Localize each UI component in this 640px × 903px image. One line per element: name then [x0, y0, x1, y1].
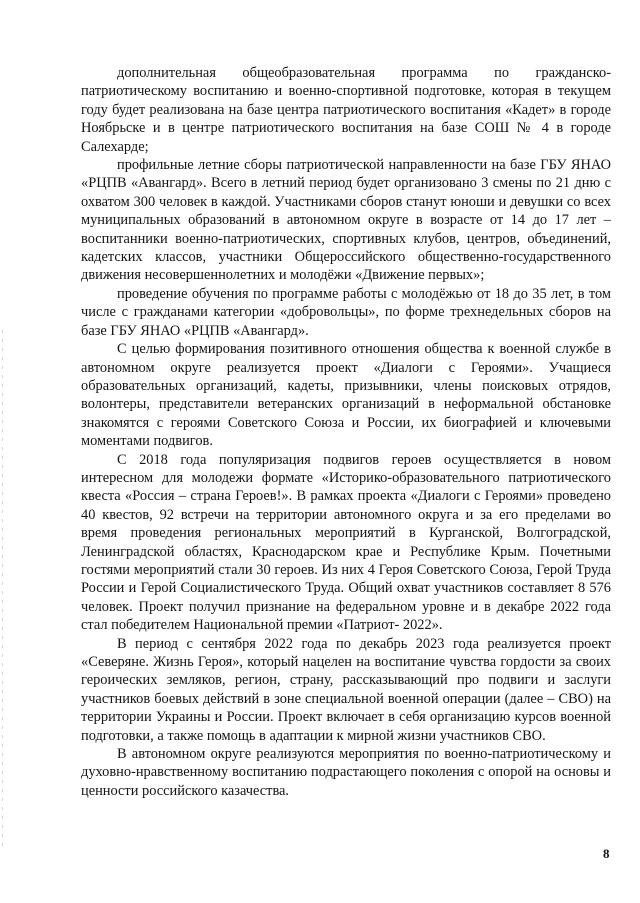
paragraph: С 2018 года популяризация подвигов героев осуществляется в новом интересном для молодежи формате «Историко-образовательного патриотического квеста «Россия – страна Героев!». В рамках проекта «Диалоги с Героями» проведено 40 квестов, 92 встречи на территории автономного округа и за его пределами во время проведения региональных мероприятий в Курганской, Волгоградской, Ленинградской областях, Краснодарском крае и Республике Крым. Почетными гостями мероприятий стали 30 героев. Из них 4 Героя Советского Союза, Герой Труда России и Герой Социалистического Труда. Общий охват участников составляет 8 576 человек. Проект получил признание на федеральном уровне и в декабре 2022 года стал победителем Национальной премии «Патриот- 2022». [81, 451, 611, 634]
page-number: 8 [603, 846, 610, 861]
paragraph: В автономном округе реализуются мероприятия по военно-патриотическому и духовно-нравственному воспитанию подрастающего поколения с опорой на основы и ценности российского казачества. [81, 746, 611, 799]
paragraph: С целью формирования позитивного отношения общества к военной службе в автономном округе реализуется проект «Диалоги с Героями». Учащиеся образовательных организаций, кадеты, призывники, члены поисковых отрядов, волонтеры, представители ветеранских организаций в неформальной обстановке знакомятся с героями Советского Союза и России, их биографией и ключевыми моментами подвигов. [81, 341, 611, 450]
body-text [81, 64, 611, 800]
paragraph: проведение обучения по программе работы с молодёжью от 18 до 35 лет, в том числе с гражданами категории «добровольцы», по форме трехнедельных сборов на базе ГБУ ЯНАО «РЦПВ «Авангард». [81, 285, 611, 339]
paragraph: В период с сентября 2022 года по декабрь 2023 года реализуется проект «Северяне. Жизнь Героя», который нацелен на воспитание чувства гордости за своих героических земляков, регион, страну, рассказывающий про подвиги и заслуги участников боевых действий в зоне специальной военной операции (далее – СВО) на территории Украины и России. Проект включает в себя организацию курсов военной подготовки, а также помощь в адаптации к мирной жизни участников СВО. [81, 635, 611, 744]
paragraph: профильные летние сборы патриотической направленности на базе ГБУ ЯНАО «РЦПВ «Авангард». Всего в летний период будет организовано 3 смены по 21 дню с охватом 300 человек в каждой. Участниками сборов станут юноши и девушки со всех муниципальных образований в автономном округе в возрасте от 14 до 17 лет – воспитанники военно-патриотических, спортивных клубов, центров, объединений, кадетских классов, участники Общероссийского общественно-государственного движения несовершеннолетних и молодёжи «Движение первых»; [81, 157, 611, 284]
scan-edge-mark [2, 330, 3, 850]
paragraph: дополнительная общеобразовательная программа по гражданско-патриотическому воспитанию и военно-спортивной подготовке, которая в текущем году будет реализована на базе центра патриотического воспитания «Кадет» в городе Ноябрьске и в центре патриотического воспитания на базе СОШ № 4 в городе Салехарде; [81, 65, 611, 155]
